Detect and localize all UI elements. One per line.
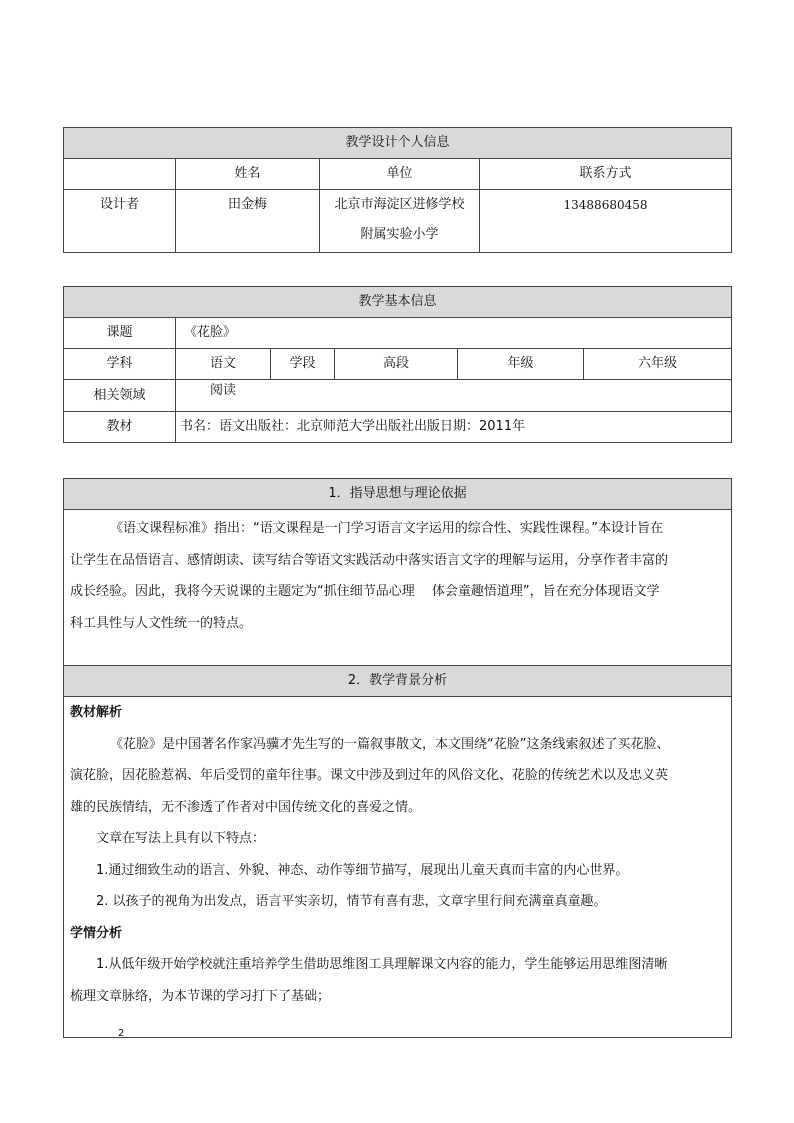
designer-phone: 13488680458 — [480, 190, 732, 253]
section2-title: 2．教学背景分析 — [64, 666, 732, 697]
personal-info-title: 教学设计个人信息 — [64, 128, 732, 159]
section1-body — [64, 510, 732, 666]
analysis-line: 雄的民族情结，无不渗透了作者对中国传统文化的喜爱之情。 — [70, 799, 422, 815]
textbook-value: 书名：语文出版社：北京师范大学出版社出版日期：2011年 — [176, 412, 732, 443]
section2-body — [64, 697, 732, 1038]
subject-value: 语文 — [176, 349, 271, 380]
empty-cell — [64, 159, 176, 190]
grade-label: 年级 — [458, 349, 584, 380]
field-label: 相关领域 — [64, 380, 176, 412]
textbook-analysis-heading: 教材解析 — [70, 705, 123, 720]
student-analysis-line: 梳理文章脉络，为本节课的学习打下了基础； — [70, 988, 331, 1004]
stage-label: 学段 — [271, 349, 335, 380]
student-analysis-heading: 学情分析 — [70, 925, 123, 941]
grade-value: 六年级 — [584, 349, 732, 380]
designer-name: 田金梅 — [176, 190, 320, 253]
basic-info-table — [63, 286, 732, 443]
section1-line: 《语文课程标准》指出：“语文课程是一门学习语言文字运用的综合性、实践性课程。”本设计旨在 — [110, 521, 663, 536]
feature-item: 2. 以孩子的视角为出发点，语言平实亲切，情节有喜有悲，文章字里行间充满童真童趣。 — [96, 894, 607, 909]
designer-unit — [320, 190, 480, 253]
designer-label: 设计者 — [64, 190, 176, 253]
section1-title: 1．指导思想与理论依据 — [64, 479, 732, 510]
features-intro: 文章在写法上具有以下特点： — [96, 831, 266, 846]
textbook-label: 教材 — [64, 412, 176, 443]
unit-line-2: 附属实验小学 — [360, 227, 439, 242]
analysis-line: 《花脸》是中国著名作家冯骥才先生写的一篇叙事散文，本文围绕“花脸”这条线索叙述了买花脸、 — [110, 736, 670, 752]
col-contact-header: 联系方式 — [480, 159, 732, 190]
subject-label: 学科 — [64, 349, 176, 380]
analysis-line: 演花脸，因花脸惹祸、年后受罚的童年往事。课文中涉及到过年的风俗文化、花脸的传统艺术以及忠义英 — [70, 768, 669, 783]
topic-value: 《花脸》 — [176, 318, 732, 349]
topic-label: 课题 — [64, 318, 176, 349]
section1-line: 成长经验。因此，我将今天说课的主题定为“抓住细节品心理 体会童趣悟道理”，旨在充分体现语文学 — [70, 584, 660, 599]
basic-info-title: 教学基本信息 — [64, 287, 732, 318]
page-number: 2 — [118, 1028, 125, 1039]
section1-line: 科工具性与人文性统一的特点。 — [70, 615, 253, 631]
feature-item: 1.通过细致生动的语言、外貌、神态、动作等细节描写，展现出儿童天真而丰富的内心世界。 — [96, 862, 629, 878]
section1-line: 让学生在品悟语言、感情朗读、读写结合等语文实践活动中落实语言文字的理解与运用，分享作者丰富的 — [70, 552, 669, 568]
col-name-header: 姓名 — [176, 159, 320, 190]
col-unit-header: 单位 — [320, 159, 480, 190]
student-analysis-line: 1.从低年级开始学校就注重培养学生借助思维图工具理解课文内容的能力，学生能够运用思维图清晰 — [96, 957, 668, 972]
field-value: 阅读 — [176, 380, 732, 412]
unit-line-1: 北京市海淀区进修学校 — [334, 197, 465, 212]
sections-table — [63, 478, 732, 1038]
personal-info-table — [63, 127, 732, 253]
stage-value: 高段 — [335, 349, 458, 380]
